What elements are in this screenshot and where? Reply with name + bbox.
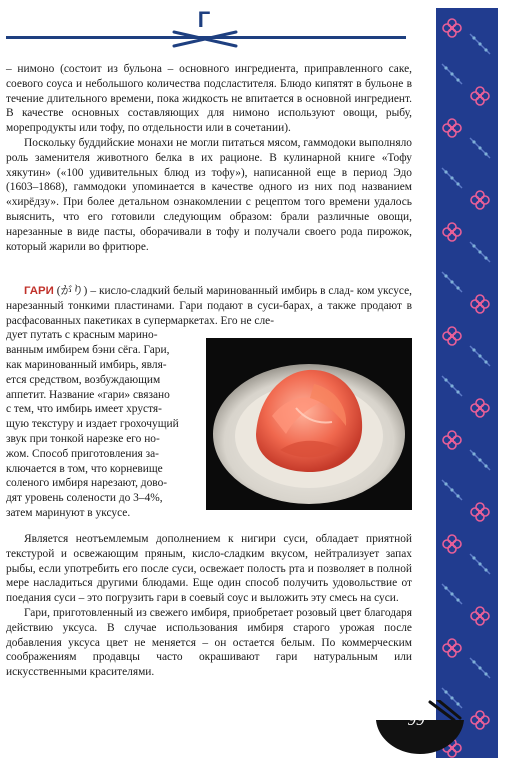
entry-line: ванным имбирем бэни сёга. Гари,: [6, 344, 170, 357]
section-letter: Г: [197, 7, 211, 32]
gari-photo: [206, 338, 412, 510]
entry-line: а также продают в расфасованных пакетиках в супермаркетах. Его не сле-: [6, 299, 412, 327]
paragraph: Поскольку буддийские монахи не могли питаться мясом, гаммодоки выполняло роль заменителя животного белка в их рационе. В кулинарной книге «Тофу хякутин» («100 удивительных блюд из тофу»), написанной еще в период Эдо (1603–1868), гаммодоки упоминается в качестве одного из них под названием «хирёдзу». При более детальном ознакомлении с рецептом того времени удалось выяснить, что его готовили следующим образом: брали различные овощи, нарезанные в виде пасты, оборачивали в тофу и получали своего рода пирожок, который жарили во фритюре.: [6, 136, 412, 253]
entry-line: ключается в том, что корневище: [6, 462, 163, 475]
paragraph: – нимоно (состоит из бульона – основного ингредиента, приправленного саке, соевого соуса и небольшого количества подсластителя. Блюдо кипятят в бульоне в течение длительного времени, пока жидкость не впитается в основной ингредиент. В качестве основных составляющих для нимоно используют овощи, рыбу, морепродукты или тофу, по отдельности или в сочетании).: [6, 63, 412, 135]
entry-line: – кисло-сладкий белый маринованный имбирь в слад-: [90, 285, 354, 297]
entry-line: аппетит. Название «гари» связано: [6, 388, 170, 401]
entry-line: дует путать с красным марино-: [6, 329, 158, 342]
entry-line: как маринованный имбирь, явля-: [6, 358, 167, 371]
entry-line: звук при тонкой нарезке его но-: [6, 432, 160, 445]
entry-line: жом. Способ приготовления за-: [6, 447, 159, 460]
flower-pattern: [436, 8, 498, 758]
entry-term-kana: (がり): [56, 285, 88, 297]
paragraph: Является неотъемлемым дополнением к нигири суси, обладает приятной текстурой и освежающим пряным, кисло-сладким вкусом, нейтрализует запах рыбы, если употребить его после суси, освежает полость рта и позволяет в полной мере насладиться другими блюдами. Еще один способ получить удовольствие от поедания суси – это погрузить гари в соевый соус и выложить эту смесь на суси.: [6, 533, 412, 605]
entry-line: ется средством, возбуждающим: [6, 373, 161, 386]
entry-term: ГАРИ: [24, 285, 54, 297]
entry-line: с тем, что имбирь имеет хрустя-: [6, 403, 162, 416]
entry-line: затем маринуют в уксусе.: [6, 506, 131, 519]
wrapped-text: [6, 328, 204, 520]
ginger-plate-image: [206, 338, 412, 510]
paragraph: Гари, приготовленный из свежего имбиря, приобретает розовый цвет благодаря действию уксуса. В случае использования имбиря старого урожая после добавления уксуса цвет не меняется – он остается белым. По коммерческим соображениям продавцы часто окрашивают гари натуральным или искусственными красителями.: [6, 606, 412, 679]
page-number: 99: [407, 710, 425, 729]
entry-line: соленого имбиря нарезают, дово-: [6, 477, 168, 490]
text-block-nimono: [6, 62, 412, 254]
gari-entry-intro: [6, 284, 412, 328]
chopsticks-icon: [170, 28, 240, 50]
entry-line: ком уксусе, нарезанный тонкими пластинами. Гари подают в суси-барах,: [6, 285, 412, 312]
entry-line: дят уровень солености до 3–4%,: [6, 492, 163, 505]
entry-line: щую текстуру и издает грохочущий: [6, 418, 179, 431]
text-block-gari-continued: [6, 532, 412, 680]
decorative-pattern-strip: [436, 8, 498, 758]
